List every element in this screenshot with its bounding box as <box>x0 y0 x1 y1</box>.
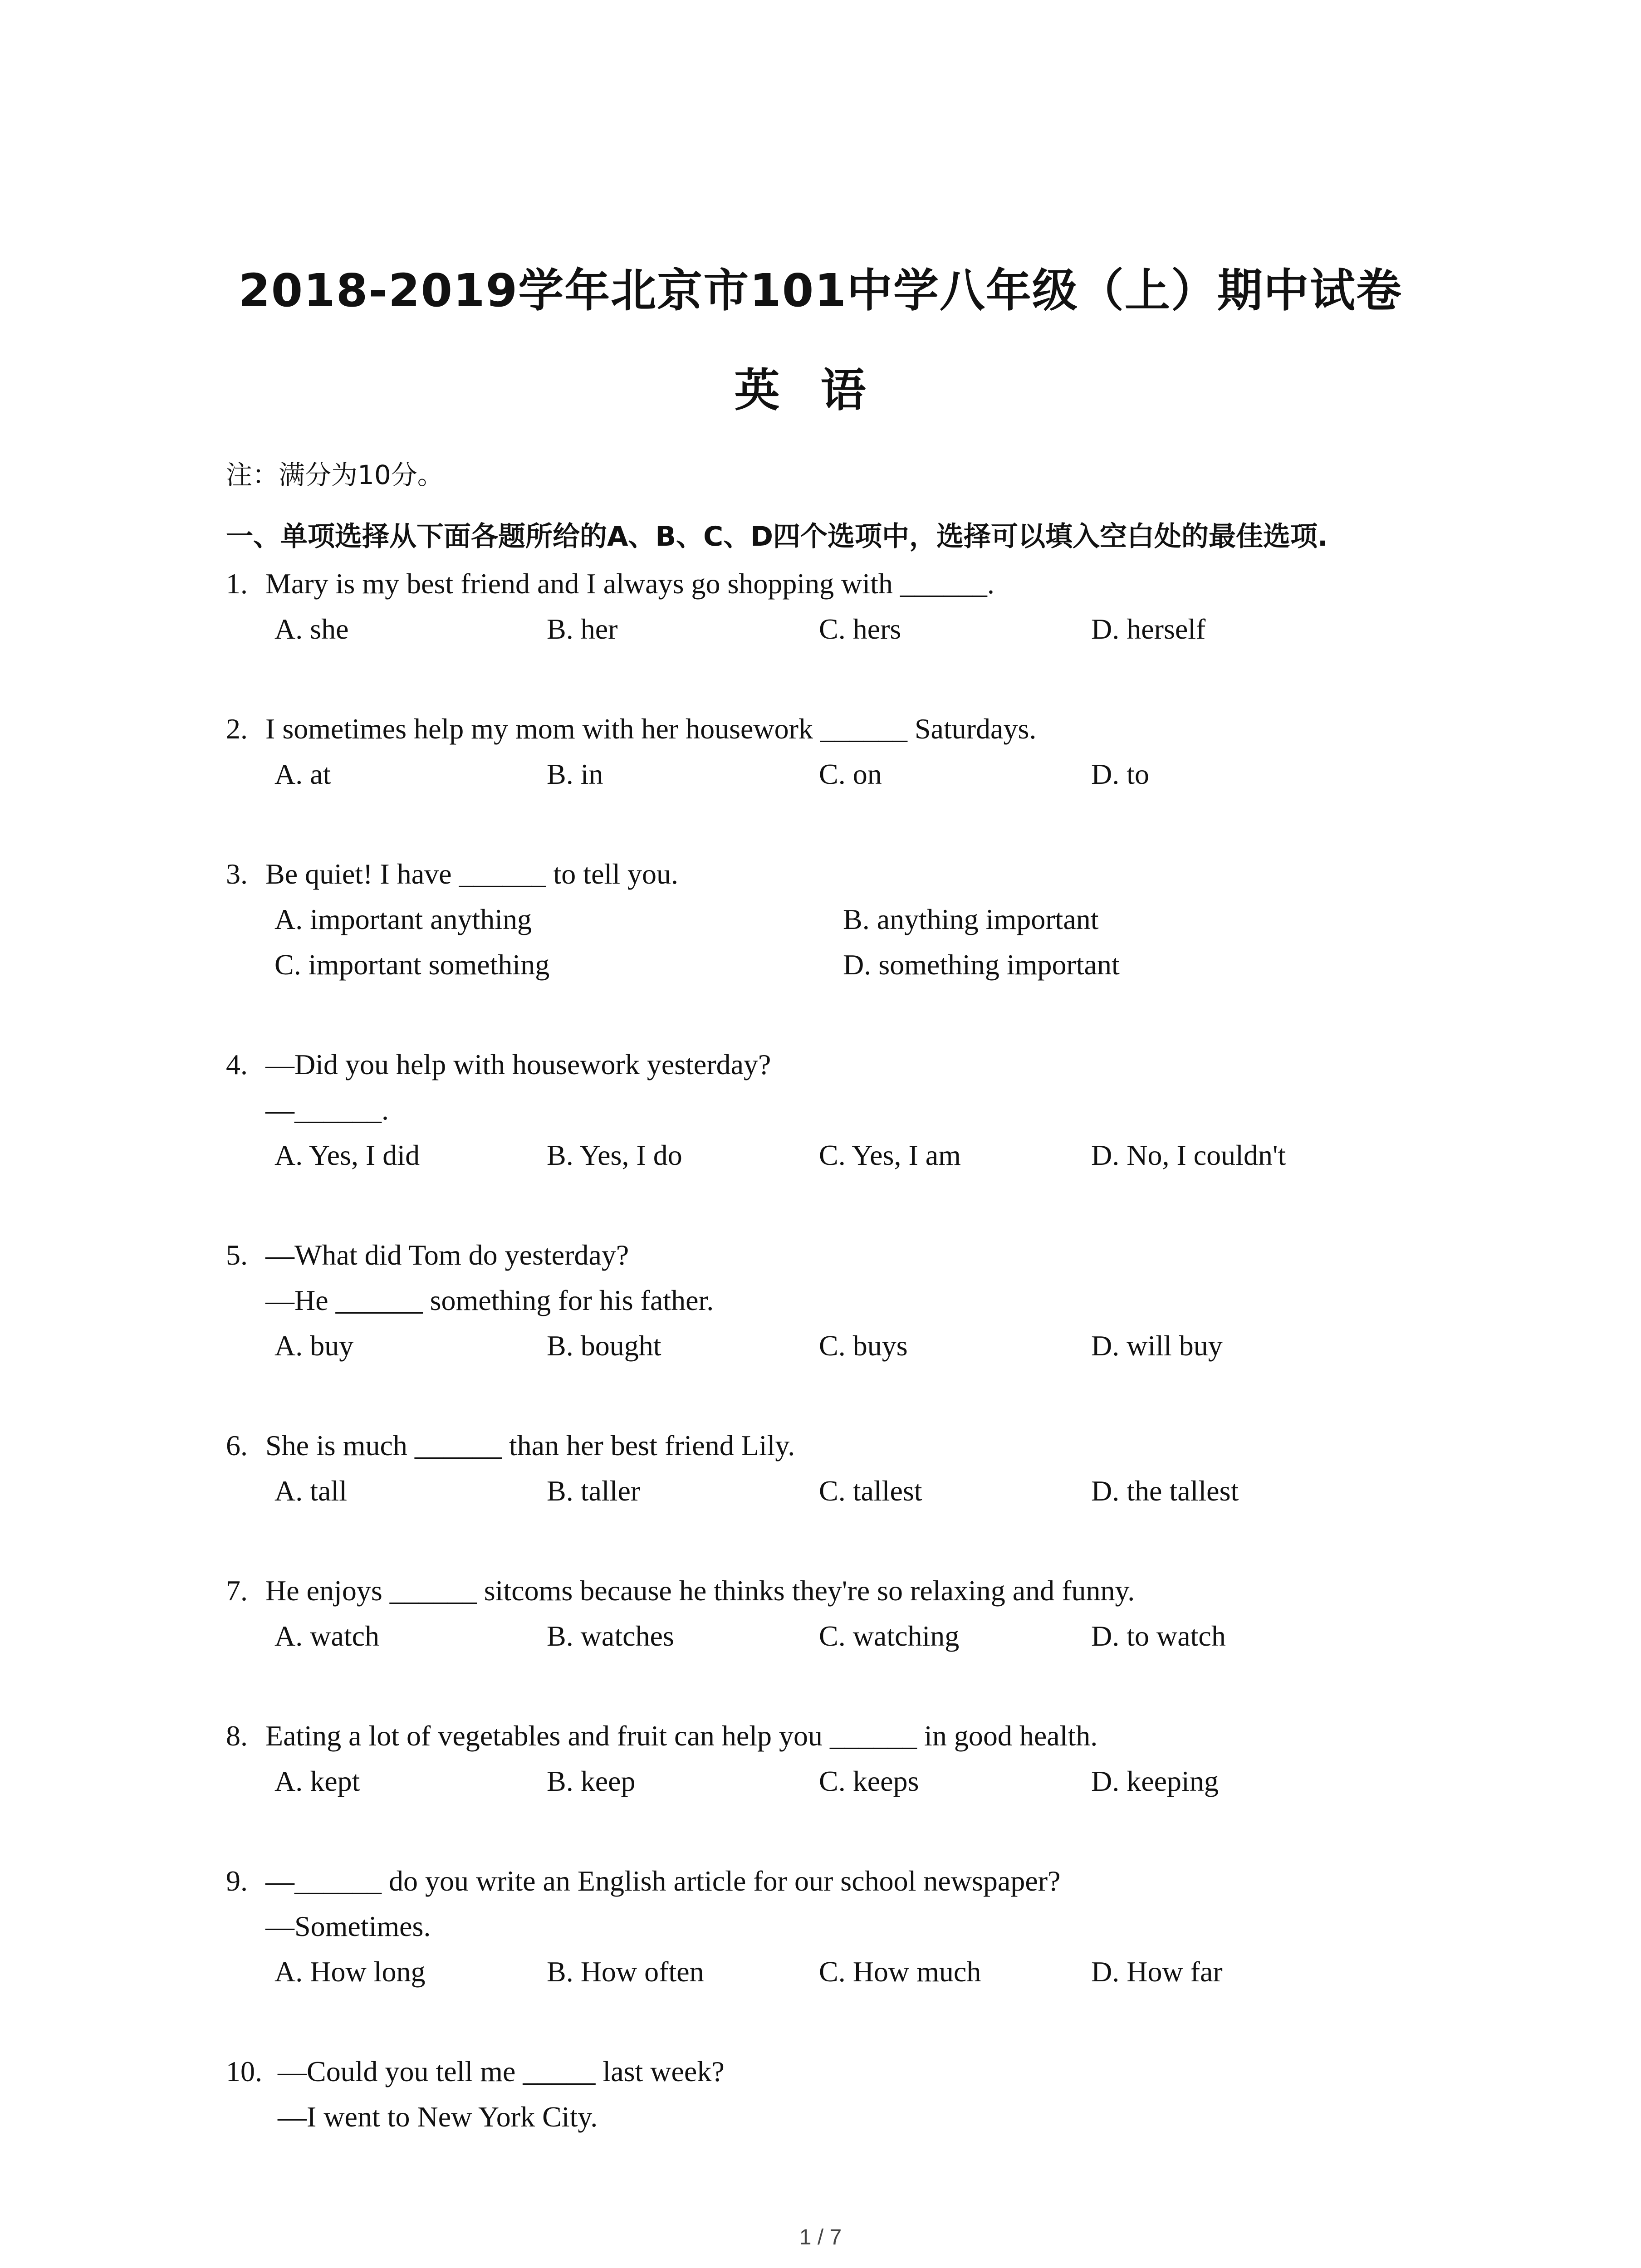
question-stem: —Could you tell me _____ last week? <box>278 2055 725 2087</box>
option-d: D. herself <box>1091 613 1206 645</box>
option-b: B. her <box>547 613 618 645</box>
question-number: 5. <box>226 1239 248 1271</box>
option-a: A. watch <box>274 1620 380 1652</box>
question-number: 6. <box>226 1429 248 1461</box>
subject-title: 英语 <box>734 364 907 417</box>
option-c: C. Yes, I am <box>819 1139 961 1171</box>
page-number: 1 / 7 <box>799 2225 842 2249</box>
option-a: A. buy <box>274 1330 354 1362</box>
option-c: C. tallest <box>819 1475 922 1507</box>
option-d: D. something important <box>843 948 1120 981</box>
option-a: A. How long <box>274 1955 426 1988</box>
question-number: 8. <box>226 1720 248 1752</box>
option-a: A. she <box>274 613 349 645</box>
option-d: D. How far <box>1091 1955 1223 1988</box>
question-number: 3. <box>226 858 248 890</box>
question-stem: —______ do you write an English article for our school newspaper? <box>265 1865 1061 1897</box>
option-a: A. kept <box>274 1765 360 1797</box>
question-number: 4. <box>226 1048 248 1080</box>
option-d: D. will buy <box>1091 1330 1223 1362</box>
option-c: C. keeps <box>819 1765 919 1797</box>
option-c: C. important something <box>274 948 550 981</box>
option-b: B. Yes, I do <box>547 1139 682 1171</box>
question-stem: Mary is my best friend and I always go shopping with ______. <box>265 567 994 600</box>
question-stem: Eating a lot of vegetables and fruit can help you ______ in good health. <box>265 1720 1098 1752</box>
option-b: B. keep <box>547 1765 636 1797</box>
question-number: 7. <box>226 1574 248 1607</box>
option-b: B. anything important <box>843 903 1099 935</box>
option-b: B. bought <box>547 1330 661 1362</box>
question-line: —Sometimes. <box>265 1910 431 1942</box>
question-line: —______. <box>265 1094 389 1126</box>
exam-title: 2018-2019学年北京市101中学八年级（上）期中试卷 <box>239 264 1402 317</box>
option-c: C. watching <box>819 1620 960 1652</box>
question-number: 1. <box>226 567 248 600</box>
option-b: B. in <box>547 758 603 790</box>
question-stem: She is much ______ than her best friend Lily. <box>265 1429 795 1461</box>
option-d: D. the tallest <box>1091 1475 1239 1507</box>
question-stem: I sometimes help my mom with her housework ______ Saturdays. <box>265 713 1037 745</box>
score-note: 注：满分为10分。 <box>226 459 444 490</box>
option-a: A. important anything <box>274 903 532 935</box>
option-b: B. How often <box>547 1955 704 1988</box>
question-stem: —Did you help with housework yesterday? <box>265 1048 771 1080</box>
question-stem: Be quiet! I have ______ to tell you. <box>265 858 679 890</box>
option-c: C. hers <box>819 613 901 645</box>
option-c: C. How much <box>819 1955 981 1988</box>
option-d: D. to <box>1091 758 1149 790</box>
section-heading: 一、单项选择从下面各题所给的A、B、C、D四个选项中，选择可以填入空白处的最佳选项. <box>226 521 1328 552</box>
option-a: A. at <box>274 758 331 790</box>
question-stem: He enjoys ______ sitcoms because he thinks they're so relaxing and funny. <box>265 1574 1135 1607</box>
option-a: A. tall <box>274 1475 347 1507</box>
option-c: C. buys <box>819 1330 908 1362</box>
option-d: D. No, I couldn't <box>1091 1139 1286 1171</box>
option-b: B. taller <box>547 1475 641 1507</box>
question-number: 9. <box>226 1865 248 1897</box>
option-d: D. to watch <box>1091 1620 1226 1652</box>
option-a: A. Yes, I did <box>274 1139 420 1171</box>
option-d: D. keeping <box>1091 1765 1219 1797</box>
question-number: 10. <box>226 2055 262 2087</box>
question-line: —He ______ something for his father. <box>265 1284 714 1316</box>
question-stem: —What did Tom do yesterday? <box>265 1239 629 1271</box>
option-b: B. watches <box>547 1620 674 1652</box>
option-c: C. on <box>819 758 882 790</box>
question-number: 2. <box>226 713 248 745</box>
question-line: —I went to New York City. <box>278 2101 598 2133</box>
